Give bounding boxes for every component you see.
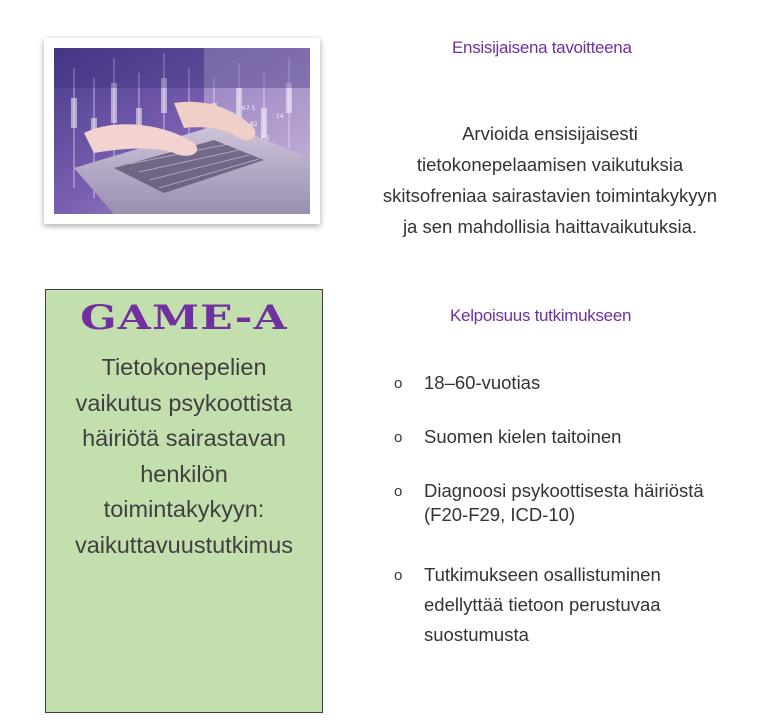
bullet-icon: o bbox=[394, 375, 403, 392]
list-item bbox=[394, 368, 540, 399]
photo-label-4: 7.5 bbox=[260, 135, 270, 142]
list-item-text: edellyttää tietoon perustuvaa bbox=[424, 594, 661, 615]
bullet-icon: o bbox=[394, 483, 403, 500]
goal-heading: Ensisijaisena tavoitteena bbox=[452, 38, 632, 57]
study-title-line: toimintakykyyn: bbox=[103, 496, 265, 522]
photo-label-3: 14 bbox=[276, 113, 284, 120]
study-title-line: häiriötä sairastavan bbox=[82, 425, 286, 451]
study-title-box bbox=[45, 289, 323, 713]
bullet-icon: o bbox=[394, 429, 403, 446]
study-title-line: Tietokonepelien bbox=[101, 354, 267, 380]
goal-line: tietokonepelaamisen vaikutuksia bbox=[416, 154, 684, 175]
study-title bbox=[46, 350, 322, 563]
goal-text bbox=[360, 118, 740, 242]
list-item bbox=[394, 422, 621, 453]
list-item bbox=[394, 476, 704, 530]
list-item-text: suostumusta bbox=[424, 624, 529, 645]
list-item-text: (F20-F29, ICD-10) bbox=[424, 504, 576, 525]
bullet-icon: o bbox=[394, 567, 403, 584]
photo-label-1: 67.5 bbox=[242, 105, 256, 112]
study-acronym: GAME-A bbox=[80, 298, 288, 338]
laptop-typing-image bbox=[54, 48, 310, 214]
goal-line: ja sen mahdollisia haittavaikutuksia. bbox=[402, 216, 698, 237]
study-title-line: henkilön bbox=[140, 460, 228, 487]
list-item-text: 18–60-vuotias bbox=[424, 372, 541, 393]
goal-line: skitsofreniaa sairastavien toimintakykyyn bbox=[382, 185, 718, 206]
list-item-text: Tutkimukseen osallistuminen bbox=[424, 564, 661, 585]
eligibility-heading: Kelpoisuus tutkimukseen bbox=[450, 306, 632, 325]
list-item-text: Diagnoosi psykoottisesta häiriöstä bbox=[424, 480, 704, 501]
photo-label-2: 82 bbox=[250, 121, 258, 128]
list-item-text: Suomen kielen taitoinen bbox=[424, 426, 622, 447]
laptop-photo bbox=[44, 38, 320, 224]
study-title-line: vaikuttavuustutkimus bbox=[74, 531, 294, 558]
goal-line: Arvioida ensisijaisesti bbox=[462, 123, 638, 144]
study-title-line: vaikutus psykoottista bbox=[75, 389, 293, 416]
list-item bbox=[394, 560, 661, 650]
